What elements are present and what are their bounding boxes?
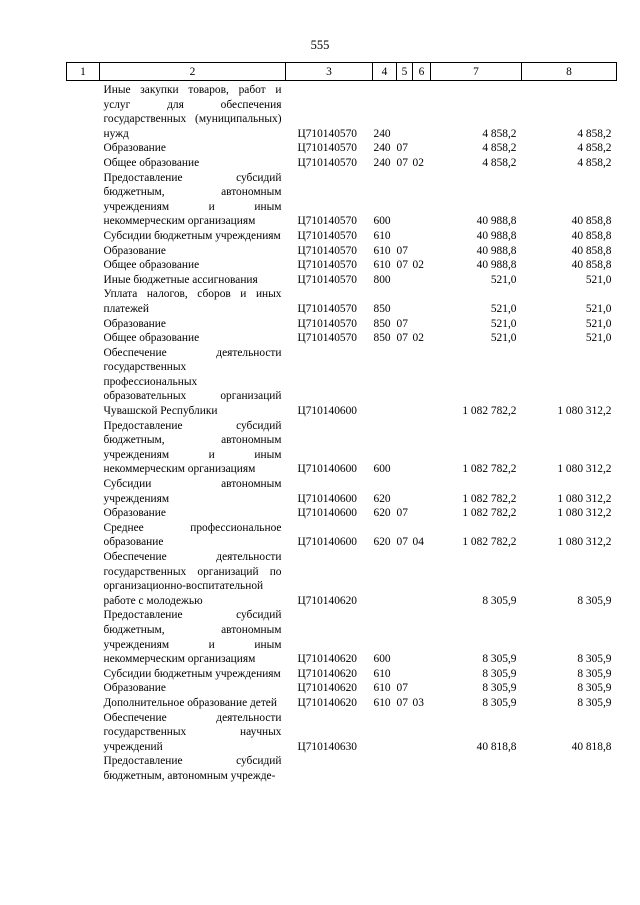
row-subsection xyxy=(413,681,431,696)
table-row xyxy=(67,331,617,346)
row-target-code: Ц710140570 xyxy=(297,229,357,242)
row-name: Общее образование xyxy=(103,332,200,345)
row-amount-col8: 8 305,9 xyxy=(577,682,612,695)
row-subsection xyxy=(413,754,431,783)
row-expense-type xyxy=(373,346,397,419)
row-expense-type: 240 xyxy=(373,127,391,140)
row-amount-col7: 40 988,8 xyxy=(476,259,517,272)
row-col-1 xyxy=(67,550,100,608)
row-expense-type: 800 xyxy=(373,273,391,286)
row-section xyxy=(397,287,413,316)
row-amount-col7: 4 858,2 xyxy=(482,156,517,169)
row-name: Субсидии автономным учреждениям xyxy=(103,478,282,505)
row-section xyxy=(397,81,413,142)
row-expense-type: 240 xyxy=(373,142,391,155)
row-col-1 xyxy=(67,681,100,696)
row-subsection xyxy=(413,608,431,666)
row-amount-col7: 40 818,8 xyxy=(476,740,517,753)
row-target-code: Ц710140570 xyxy=(297,273,357,286)
table-row xyxy=(67,258,617,273)
row-expense-type: 610 xyxy=(373,244,391,257)
header-col-2: 2 xyxy=(100,63,286,81)
row-name: Субсидии бюджетным учреждениям xyxy=(103,667,281,680)
table-row xyxy=(67,156,617,171)
row-target-code xyxy=(286,754,373,783)
header-col-6: 6 xyxy=(413,63,431,81)
row-amount-col8: 8 305,9 xyxy=(577,696,612,709)
row-subsection xyxy=(413,550,431,608)
row-col-1 xyxy=(67,521,100,550)
row-target-code: Ц710140570 xyxy=(297,302,357,315)
row-section: 07 xyxy=(396,507,408,520)
row-amount-col8: 1 080 312,2 xyxy=(557,507,612,520)
row-amount-col8: 1 080 312,2 xyxy=(557,405,612,418)
row-name: Образование xyxy=(103,244,166,257)
row-expense-type: 850 xyxy=(373,302,391,315)
row-name: Предоставление субсидий бюджетным, автономным учреждениям и иным некоммерческим организациям xyxy=(103,609,282,666)
table-row xyxy=(67,171,617,229)
row-name: Иные закупки товаров, работ и услуг для обеспечения государственных (муниципальных) нужд xyxy=(103,84,282,140)
row-amount-col7: 4 858,2 xyxy=(482,127,517,140)
row-expense-type: 620 xyxy=(373,492,391,505)
row-name: Уплата налогов, сборов и иных платежей xyxy=(103,288,282,315)
row-expense-type: 240 xyxy=(373,156,391,169)
row-amount-col7: 521,0 xyxy=(490,332,517,345)
table-row xyxy=(67,521,617,550)
row-subsection xyxy=(413,506,431,521)
page-number: 555 xyxy=(310,38,330,52)
row-section: 07 xyxy=(396,317,408,330)
table-row xyxy=(67,681,617,696)
row-name: Обеспечение деятельности государственных научных учреждений xyxy=(103,711,282,753)
table-row xyxy=(67,754,617,783)
row-name: Образование xyxy=(103,142,166,155)
row-name: Предоставление субсидий бюджетным, автономным учреждениям и иным некоммерческим организациям xyxy=(103,419,282,476)
row-target-code: Ц710140600 xyxy=(297,463,357,476)
row-target-code: Ц710140620 xyxy=(297,667,357,680)
row-target-code: Ц710140570 xyxy=(297,156,357,169)
row-target-code: Ц710140600 xyxy=(297,507,357,520)
row-col-1 xyxy=(67,346,100,419)
table-row xyxy=(67,244,617,259)
row-col-1 xyxy=(67,141,100,156)
row-target-code: Ц710140570 xyxy=(297,332,357,345)
row-expense-type: 600 xyxy=(373,653,391,666)
table-body xyxy=(67,81,617,784)
row-target-code: Ц710140570 xyxy=(297,127,357,140)
row-col-1 xyxy=(67,287,100,316)
table-row xyxy=(67,419,617,477)
row-amount-col8: 40 858,8 xyxy=(571,244,612,257)
row-subsection: 02 xyxy=(412,332,424,345)
row-subsection xyxy=(413,317,431,332)
row-section xyxy=(397,477,413,506)
table-row xyxy=(67,711,617,755)
row-col-1 xyxy=(67,273,100,288)
header-col-4: 4 xyxy=(373,63,397,81)
row-amount-col8: 8 305,9 xyxy=(577,667,612,680)
row-section xyxy=(397,754,413,783)
row-section: 07 xyxy=(396,156,408,169)
row-amount-col8: 40 818,8 xyxy=(571,740,612,753)
row-subsection xyxy=(413,419,431,477)
header-row xyxy=(67,63,617,81)
row-expense-type: 600 xyxy=(373,463,391,476)
header-col-8: 8 xyxy=(522,63,617,81)
row-expense-type: 620 xyxy=(373,536,391,549)
row-amount-col7: 8 305,9 xyxy=(482,667,517,680)
row-name: Общее образование xyxy=(103,259,200,272)
row-amount-col7: 1 082 782,2 xyxy=(462,507,517,520)
row-target-code: Ц710140570 xyxy=(297,259,357,272)
row-name: Дополнительное образование детей xyxy=(103,696,277,709)
row-amount-col8: 8 305,9 xyxy=(577,653,612,666)
table-row xyxy=(67,608,617,666)
row-col-1 xyxy=(67,506,100,521)
row-col-1 xyxy=(67,317,100,332)
row-amount-col8: 8 305,9 xyxy=(577,594,612,607)
row-amount-col7: 1 082 782,2 xyxy=(462,536,517,549)
row-expense-type: 610 xyxy=(373,229,391,242)
row-name: Иные бюджетные ассигнования xyxy=(103,273,258,286)
row-amount-col8: 521,0 xyxy=(585,302,612,315)
table-row xyxy=(67,506,617,521)
row-expense-type: 610 xyxy=(373,259,391,272)
row-amount-col7: 8 305,9 xyxy=(482,594,517,607)
row-amount-col8: 1 080 312,2 xyxy=(557,492,612,505)
row-amount-col8: 1 080 312,2 xyxy=(557,536,612,549)
row-expense-type: 610 xyxy=(373,696,391,709)
table-row xyxy=(67,317,617,332)
row-expense-type: 850 xyxy=(373,317,391,330)
row-col-1 xyxy=(67,81,100,142)
row-section: 07 xyxy=(396,259,408,272)
row-col-1 xyxy=(67,244,100,259)
row-amount-col8 xyxy=(522,754,617,783)
header-col-1: 1 xyxy=(67,63,100,81)
row-section xyxy=(397,419,413,477)
budget-table xyxy=(66,62,617,784)
row-target-code: Ц710140570 xyxy=(297,244,357,257)
header-col-7: 7 xyxy=(431,63,522,81)
row-col-1 xyxy=(67,754,100,783)
header-col-5: 5 xyxy=(397,63,413,81)
header-col-3: 3 xyxy=(286,63,373,81)
row-expense-type: 850 xyxy=(373,332,391,345)
row-section xyxy=(397,273,413,288)
row-section: 07 xyxy=(396,244,408,257)
row-target-code: Ц710140600 xyxy=(297,492,357,505)
row-subsection: 02 xyxy=(412,156,424,169)
row-name: Субсидии бюджетным учреждениям xyxy=(103,229,281,242)
row-section xyxy=(397,229,413,244)
row-subsection: 02 xyxy=(412,259,424,272)
row-amount-col7: 40 988,8 xyxy=(476,215,517,228)
row-col-1 xyxy=(67,608,100,666)
row-section: 07 xyxy=(396,536,408,549)
row-name: Обеспечение деятельности государственных организаций по организационно-воспитательной работе с молодежью xyxy=(103,551,282,607)
row-col-1 xyxy=(67,696,100,711)
row-section: 07 xyxy=(396,142,408,155)
row-subsection: 04 xyxy=(412,536,424,549)
row-name: Образование xyxy=(103,682,166,695)
row-subsection xyxy=(413,287,431,316)
row-col-1 xyxy=(67,258,100,273)
row-amount-col8: 1 080 312,2 xyxy=(557,463,612,476)
row-target-code: Ц710140630 xyxy=(297,740,357,753)
row-amount-col7: 8 305,9 xyxy=(482,682,517,695)
row-amount-col7: 1 082 782,2 xyxy=(462,405,517,418)
row-subsection xyxy=(413,667,431,682)
table-row xyxy=(67,550,617,608)
row-subsection xyxy=(413,171,431,229)
row-name: Предоставление субсидий бюджетным, автономным учреждениям и иным некоммерческим организациям xyxy=(103,171,282,228)
row-amount-col8: 521,0 xyxy=(585,317,612,330)
row-col-1 xyxy=(67,156,100,171)
row-expense-type: 600 xyxy=(373,215,391,228)
row-name: Обеспечение деятельности государственных профессиональных образовательных организаций Чувашской Республики xyxy=(103,346,282,418)
table-row xyxy=(67,273,617,288)
row-amount-col7: 1 082 782,2 xyxy=(462,492,517,505)
row-target-code: Ц710140620 xyxy=(297,682,357,695)
row-amount-col7: 8 305,9 xyxy=(482,696,517,709)
row-name: Образование xyxy=(103,317,166,330)
row-col-1 xyxy=(67,331,100,346)
table-row xyxy=(67,346,617,419)
row-amount-col8: 40 858,8 xyxy=(571,229,612,242)
row-amount-col7: 4 858,2 xyxy=(482,142,517,155)
row-expense-type xyxy=(373,754,397,783)
row-col-1 xyxy=(67,477,100,506)
row-amount-col7: 40 988,8 xyxy=(476,244,517,257)
row-section xyxy=(397,171,413,229)
row-target-code: Ц710140620 xyxy=(297,696,357,709)
row-subsection xyxy=(413,141,431,156)
row-target-code: Ц710140570 xyxy=(297,142,357,155)
row-amount-col7: 8 305,9 xyxy=(482,653,517,666)
row-target-code: Ц710140620 xyxy=(297,653,357,666)
row-expense-type: 610 xyxy=(373,667,391,680)
row-col-1 xyxy=(67,419,100,477)
row-subsection xyxy=(413,273,431,288)
row-target-code: Ц710140600 xyxy=(297,405,357,418)
row-subsection xyxy=(413,711,431,755)
row-amount-col7: 521,0 xyxy=(490,317,517,330)
row-target-code: Ц710140620 xyxy=(297,594,357,607)
row-target-code: Ц710140600 xyxy=(297,536,357,549)
table-row xyxy=(67,287,617,316)
row-amount-col7 xyxy=(431,754,522,783)
row-amount-col8: 4 858,2 xyxy=(577,142,612,155)
row-section xyxy=(397,711,413,755)
row-amount-col8: 4 858,2 xyxy=(577,156,612,169)
row-col-1 xyxy=(67,229,100,244)
row-name: Общее образование xyxy=(103,156,200,169)
row-amount-col8: 40 858,8 xyxy=(571,259,612,272)
row-target-code: Ц710140570 xyxy=(297,215,357,228)
row-amount-col8: 521,0 xyxy=(585,332,612,345)
row-amount-col7: 1 082 782,2 xyxy=(462,463,517,476)
row-amount-col7: 40 988,8 xyxy=(476,229,517,242)
table-row xyxy=(67,696,617,711)
row-section xyxy=(397,608,413,666)
row-name: Образование xyxy=(103,507,166,520)
row-section xyxy=(397,667,413,682)
row-expense-type xyxy=(373,550,397,608)
row-col-1 xyxy=(67,171,100,229)
table-header xyxy=(67,63,617,81)
row-section: 07 xyxy=(396,332,408,345)
table-row xyxy=(67,667,617,682)
row-name: Среднее профессиональное образование xyxy=(103,521,282,549)
row-name: Предоставление субсидий бюджетным, автономным учрежде- xyxy=(103,755,282,782)
row-amount-col8: 40 858,8 xyxy=(571,215,612,228)
table-row xyxy=(67,81,617,142)
row-expense-type xyxy=(373,711,397,755)
row-section: 07 xyxy=(396,696,408,709)
table-row xyxy=(67,477,617,506)
table-row xyxy=(67,141,617,156)
row-subsection xyxy=(413,346,431,419)
row-target-code: Ц710140570 xyxy=(297,317,357,330)
row-subsection xyxy=(413,477,431,506)
row-amount-col7: 521,0 xyxy=(490,302,517,315)
row-expense-type: 610 xyxy=(373,682,391,695)
row-section xyxy=(397,550,413,608)
row-expense-type: 620 xyxy=(373,507,391,520)
table-row xyxy=(67,229,617,244)
row-section xyxy=(397,346,413,419)
row-amount-col8: 4 858,2 xyxy=(577,127,612,140)
row-col-1 xyxy=(67,667,100,682)
row-section: 07 xyxy=(396,682,408,695)
row-subsection: 03 xyxy=(412,696,424,709)
row-amount-col7: 521,0 xyxy=(490,273,517,286)
row-subsection xyxy=(413,229,431,244)
row-subsection xyxy=(413,244,431,259)
row-col-1 xyxy=(67,711,100,755)
row-amount-col8: 521,0 xyxy=(585,273,612,286)
row-subsection xyxy=(413,81,431,142)
